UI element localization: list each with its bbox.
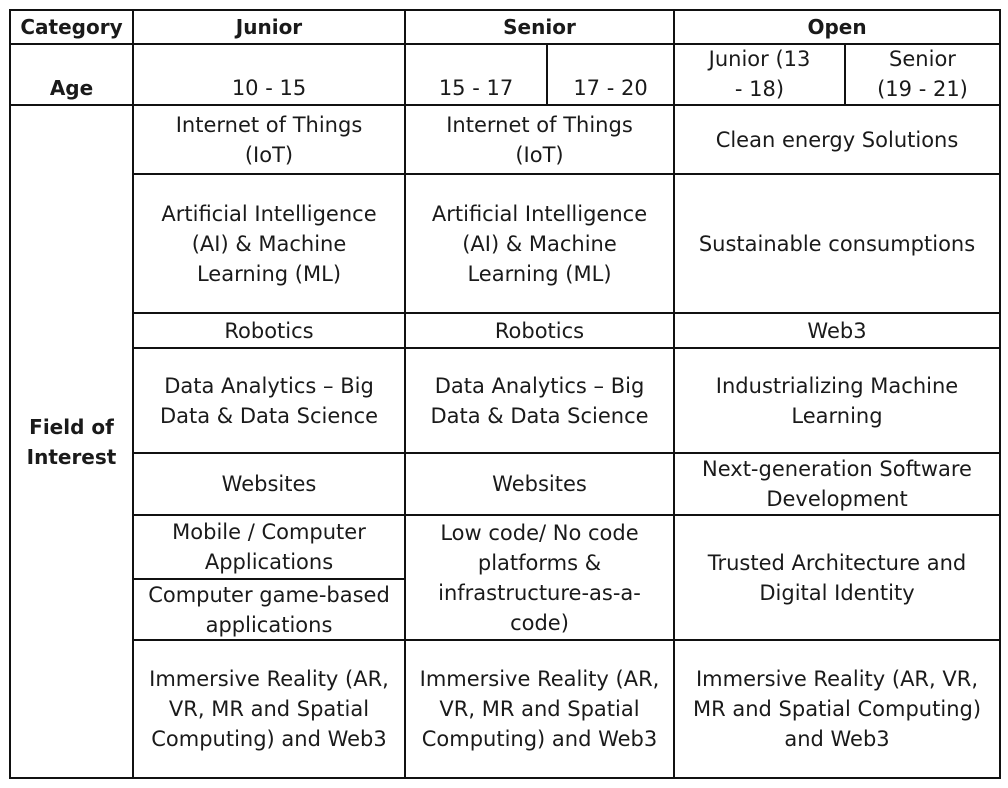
open-field: Industrializing Machine Learning xyxy=(715,373,959,428)
field-of-interest-label: Field of Interest xyxy=(26,414,117,469)
column-divider xyxy=(546,43,548,105)
senior-field: Robotics xyxy=(494,318,585,343)
junior-field: Websites xyxy=(221,472,317,496)
row-divider xyxy=(132,173,1001,175)
table-border-left xyxy=(9,9,11,779)
row-divider xyxy=(9,43,1001,45)
age-junior: 10 - 15 xyxy=(231,76,307,100)
row-divider xyxy=(132,347,1001,349)
header-junior: Junior xyxy=(235,15,303,39)
column-divider xyxy=(844,43,846,105)
row-divider xyxy=(132,578,406,580)
open-field: Next-generation Software Development xyxy=(702,457,972,511)
senior-field: Artificial Intelligence (AI) & Machine Learning (ML) xyxy=(431,201,648,286)
open-field: Clean energy Solutions xyxy=(715,127,959,152)
column-divider xyxy=(673,9,675,779)
senior-field: Low code/ No code platforms & infrastructure-as-a- code) xyxy=(438,520,641,635)
senior-field: Data Analytics – Big Data & Data Science xyxy=(430,373,649,428)
junior-field: Computer game-based applications xyxy=(148,582,390,637)
open-field: Immersive Reality (AR, VR, MR and Spatial Computing) and Web3 xyxy=(692,667,982,751)
age-label: Age xyxy=(49,76,94,100)
row-divider xyxy=(132,639,1001,641)
senior-field: Immersive Reality (AR, VR, MR and Spatial Computing) and Web3 xyxy=(419,667,660,751)
junior-field: Artificial Intelligence (AI) & Machine Learning (ML) xyxy=(161,201,377,286)
junior-field: Robotics xyxy=(224,318,314,343)
table-border-right xyxy=(999,9,1001,779)
header-senior: Senior xyxy=(503,15,576,39)
table-border-top xyxy=(9,9,1001,11)
senior-field: Internet of Things (IoT) xyxy=(446,112,633,167)
age-open-senior: Senior (19 - 21) xyxy=(877,47,968,101)
row-divider xyxy=(132,514,1001,516)
header-open: Open xyxy=(807,15,867,39)
open-field: Web3 xyxy=(807,318,867,343)
junior-field: Mobile / Computer Applications xyxy=(172,520,366,574)
age-senior-b: 17 - 20 xyxy=(573,76,648,100)
row-divider xyxy=(9,104,1001,106)
senior-field: Websites xyxy=(492,472,587,496)
column-divider xyxy=(132,9,134,779)
age-senior-a: 15 - 17 xyxy=(438,76,514,100)
table-border-bottom xyxy=(9,777,1001,779)
junior-field: Data Analytics – Big Data & Data Science xyxy=(159,373,379,428)
column-divider xyxy=(404,9,406,779)
open-field: Trusted Architecture and Digital Identity xyxy=(707,550,967,605)
junior-field: Internet of Things (IoT) xyxy=(175,112,363,167)
age-open-junior: Junior (13 - 18) xyxy=(708,47,811,101)
junior-field: Immersive Reality (AR, VR, MR and Spatial Computing) and Web3 xyxy=(149,667,389,751)
header-category: Category xyxy=(20,15,123,39)
row-divider xyxy=(132,312,1001,314)
row-divider xyxy=(132,452,1001,454)
open-field: Sustainable consumptions xyxy=(698,231,976,256)
